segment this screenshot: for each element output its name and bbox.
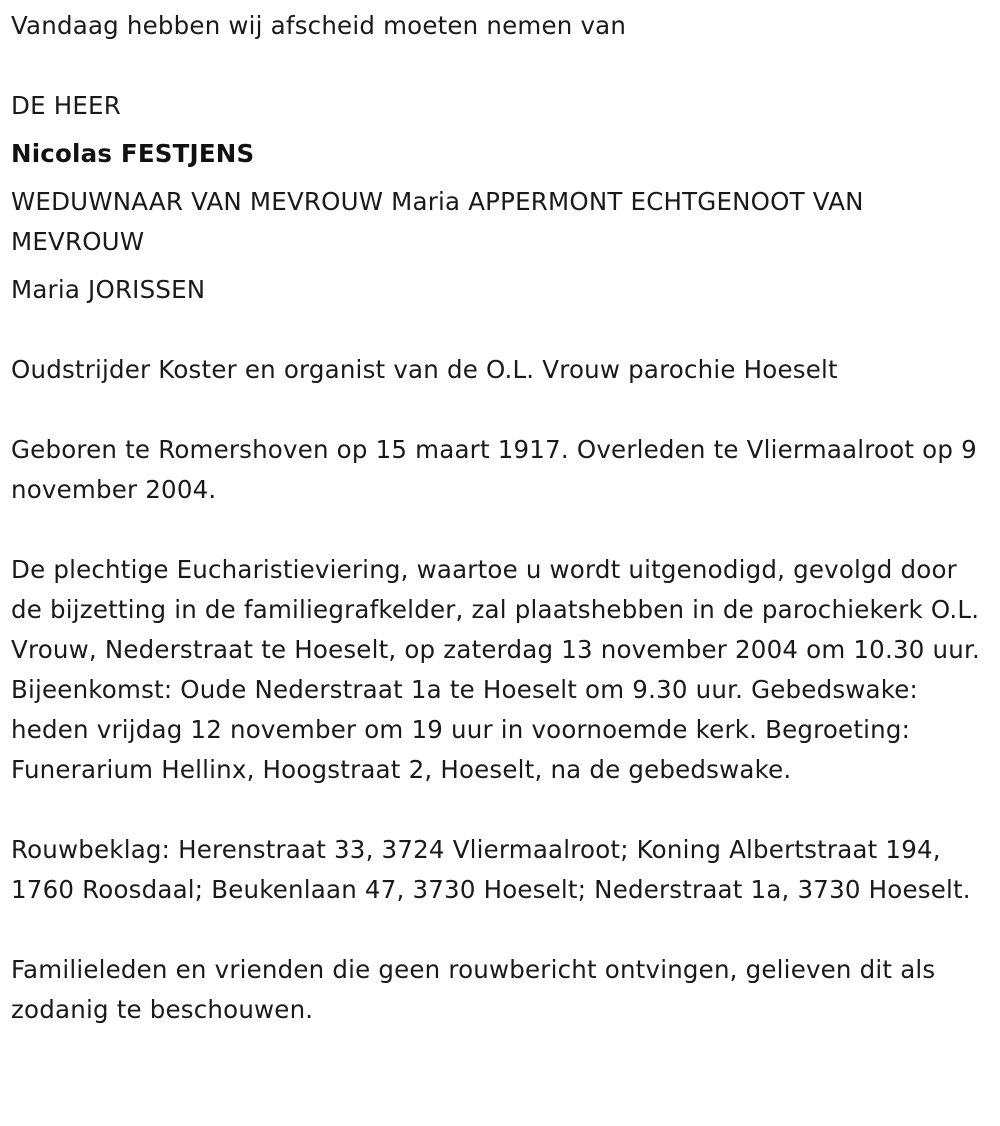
relation-line-2: MEVROUW <box>11 227 145 256</box>
birth-death-text: Geboren te Romershoven op 15 maart 1917. Overleden te Vliermaalroot op 9 november 2004. <box>11 435 977 504</box>
mourning-addresses: Rouwbeklag: Herenstraat 33, 3724 Vliermaalroot; Koning Albertstraat 194, 1760 Roosdaal; Beukenlaan 47, 3730 Hoeselt; Nederstraat 1a, 3730 Hoeselt. <box>11 835 971 904</box>
relation-line-1: WEDUWNAAR VAN MEVROUW Maria APPERMONT ECHTGENOOT VAN <box>11 187 864 216</box>
relation-line-3: Maria JORISSEN <box>11 275 206 304</box>
obituary-notice <box>11 6 991 1030</box>
intro-text: Vandaag hebben wij afscheid moeten nemen van <box>11 11 627 40</box>
occupation-text: Oudstrijder Koster en organist van de O.L. Vrouw parochie Hoeselt <box>11 355 838 384</box>
ceremony-text: De plechtige Eucharistieviering, waartoe u wordt uitgenodigd, gevolgd door de bijzetting in de familiegrafkelder, zal plaatshebben in de parochiekerk O.L. Vrouw, Nederstraat te Hoeselt, op zaterdag 13 november 2004 om 10.30 uur. Bijeenkomst: Oude Nederstraat 1a te Hoeselt om 9.30 uur. Gebedswake: heden vrijdag 12 november om 19 uur in voornoemde kerk. Begroeting: Funerarium Hellinx, Hoogstraat 2, Hoeselt, na de gebedswake. <box>11 555 980 784</box>
deceased-name: Nicolas FESTJENS <box>11 139 255 168</box>
closing-text: Familieleden en vrienden die geen rouwbericht ontvingen, gelieven dit als zodanig te beschouwen. <box>11 955 936 1024</box>
honorific-title: DE HEER <box>11 91 121 120</box>
